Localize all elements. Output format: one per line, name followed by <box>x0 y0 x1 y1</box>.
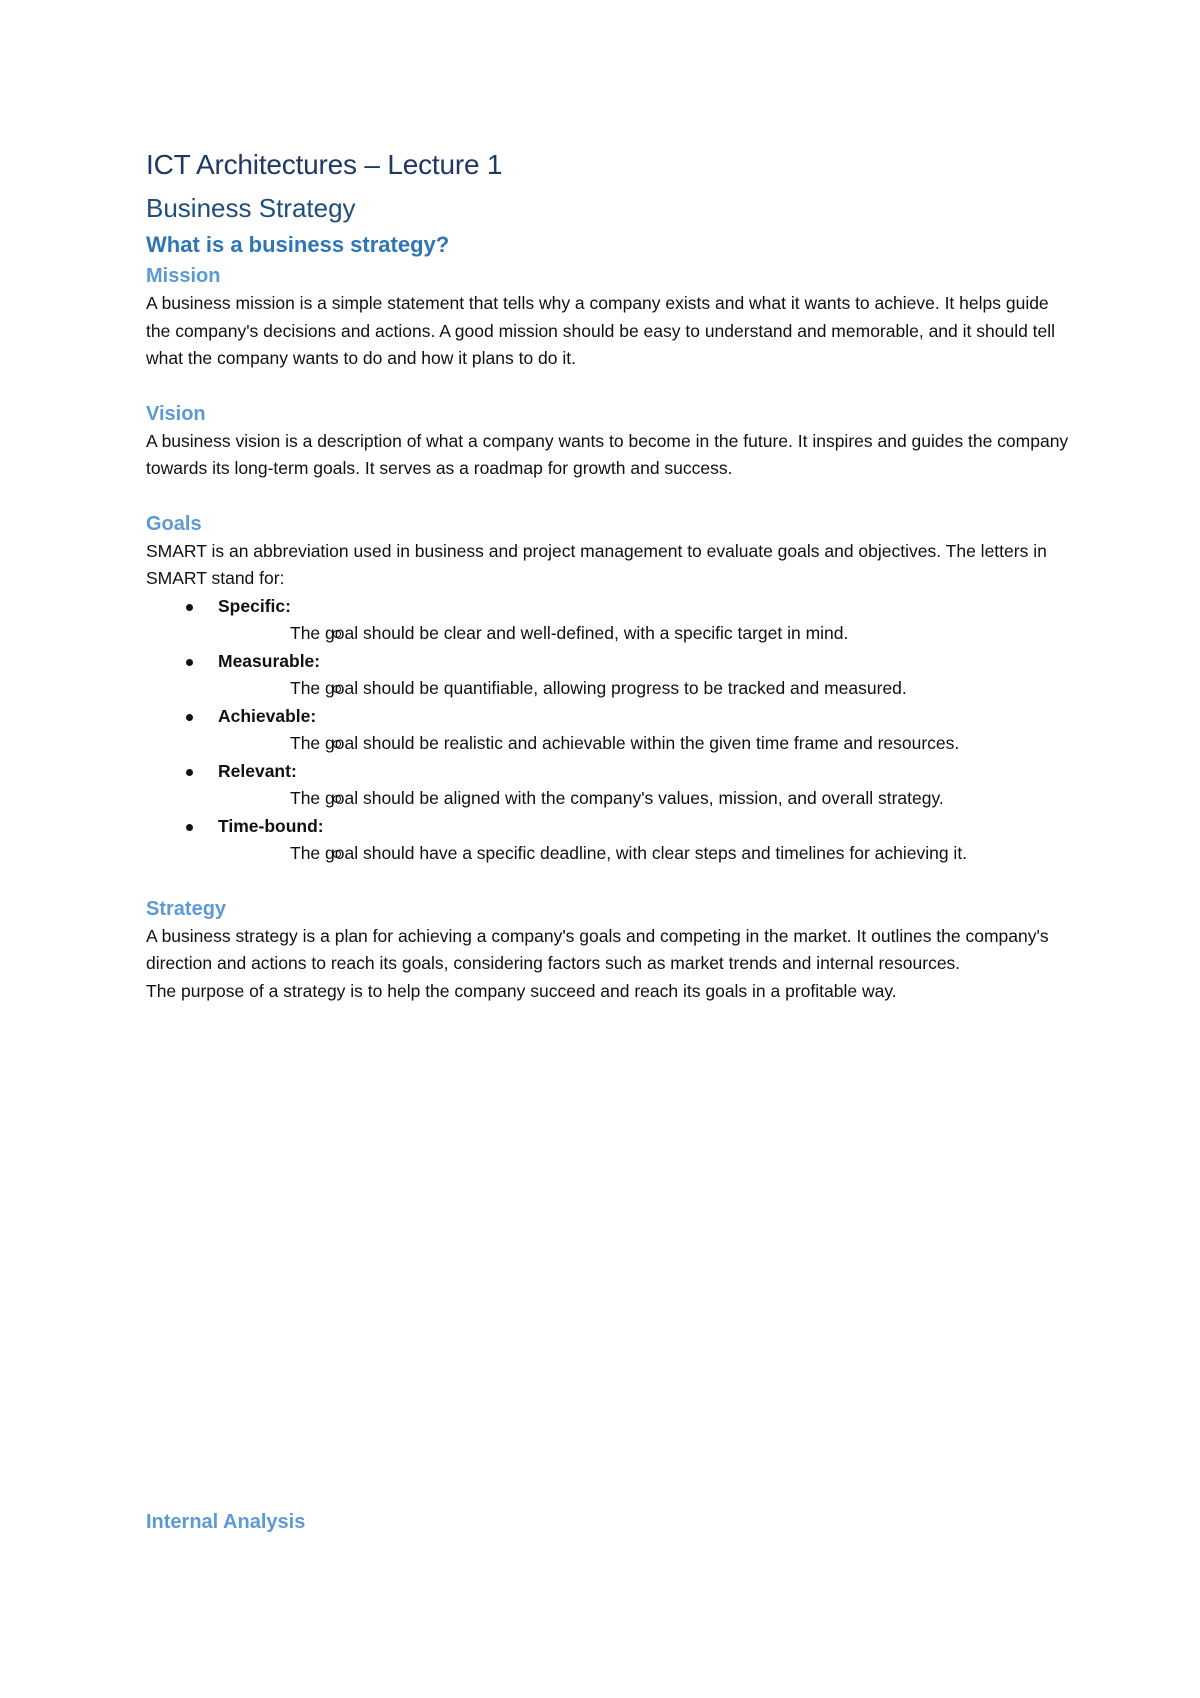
smart-label: Specific: <box>218 595 291 616</box>
list-item <box>146 648 1076 703</box>
sub-list-item <box>218 675 1076 703</box>
bullet-icon <box>186 714 193 721</box>
sub-list-item <box>218 840 1076 868</box>
list-item <box>146 703 1076 758</box>
smart-label: Measurable: <box>218 650 321 671</box>
bullet-icon <box>186 604 193 611</box>
strategy-heading: Strategy <box>146 897 227 920</box>
bullet-icon <box>186 659 193 666</box>
document-title: ICT Architectures – Lecture 1 <box>146 149 503 180</box>
strategy-text: A business strategy is a plan for achieving a company's goals and competing in the market. It outlines the company's direction and actions to reach its goals, considering factors such as market trends and internal resources. <box>146 925 1049 973</box>
sub-list-item <box>218 730 1076 758</box>
smart-label: Relevant: <box>218 760 297 781</box>
mission-heading: Mission <box>146 265 221 287</box>
sub-list-item <box>218 785 1076 813</box>
smart-label: Achievable: <box>218 705 317 726</box>
smart-list <box>146 593 1076 868</box>
internal-analysis-heading: Internal Analysis <box>146 1511 306 1533</box>
mission-text: A business mission is a simple statement that tells why a company exists and what it wants to achieve. It helps guide the company's decisions and actions. A good mission should be easy to understand and memorable, and it should tell what the company wants to do and how it plans to do it. <box>146 293 1056 368</box>
smart-detail: The goal should have a specific deadline, with clear steps and timelines for achieving it. <box>290 843 968 863</box>
sub-list-item <box>218 620 1076 648</box>
circle-bullet-icon <box>333 795 341 803</box>
vision-heading: Vision <box>146 402 206 425</box>
circle-bullet-icon <box>333 685 341 693</box>
goals-intro: SMART is an abbreviation used in business and project management to evaluate goals and objectives. The letters in SMART stand for: <box>146 540 1047 588</box>
document-subtitle: Business Strategy <box>146 193 356 223</box>
smart-detail: The goal should be realistic and achievable within the given time frame and resources. <box>290 733 960 753</box>
list-item <box>146 593 1076 648</box>
circle-bullet-icon <box>333 740 341 748</box>
list-item <box>146 758 1076 813</box>
section-heading: What is a business strategy? <box>146 232 450 257</box>
circle-bullet-icon <box>333 630 341 638</box>
vision-text: A business vision is a description of what a company wants to become in the future. It inspires and guides the company towards its long-term goals. It serves as a roadmap for growth and success. <box>146 430 1069 478</box>
circle-bullet-icon <box>333 850 341 858</box>
document-page <box>146 148 1076 1005</box>
bullet-icon <box>186 769 193 776</box>
smart-detail: The goal should be aligned with the company's values, mission, and overall strategy. <box>290 788 944 808</box>
smart-label: Time-bound: <box>218 815 324 836</box>
strategy-purpose: The purpose of a strategy is to help the company succeed and reach its goals in a profitable way. <box>146 980 897 1001</box>
bullet-icon <box>186 824 193 831</box>
smart-detail: The goal should be clear and well-defined, with a specific target in mind. <box>290 623 849 643</box>
smart-detail: The goal should be quantifiable, allowing progress to be tracked and measured. <box>290 678 907 698</box>
goals-heading: Goals <box>146 512 202 535</box>
list-item <box>146 813 1076 868</box>
